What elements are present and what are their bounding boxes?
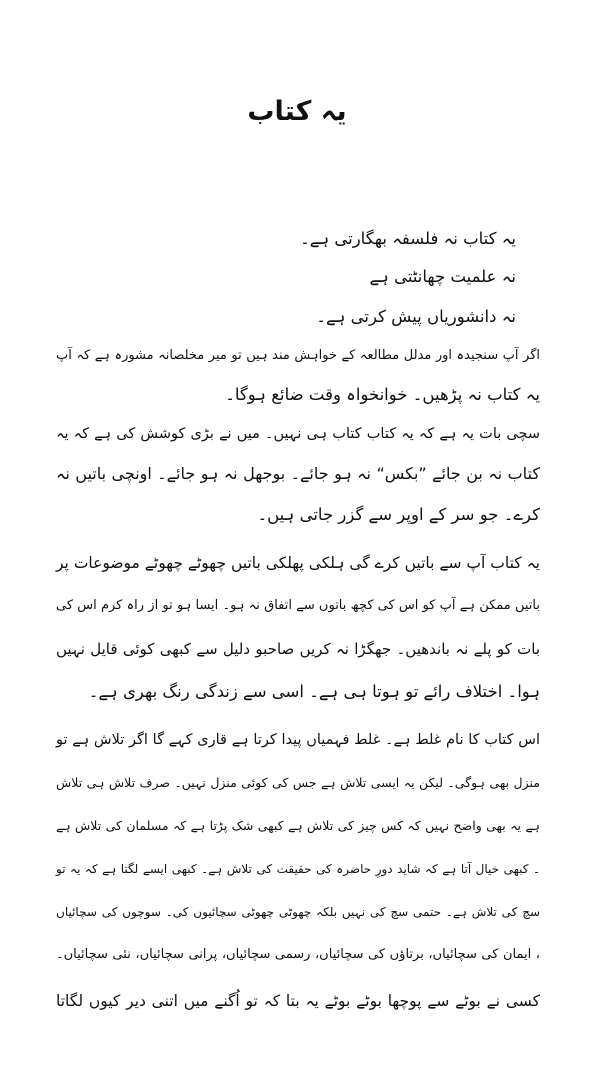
text-line: اس کتاب کا نام غلط ہے۔ غلط فہمیاں پیدا کرتا ہے قاری کہے گا اگر تلاش ہے تو: [56, 732, 540, 748]
text-line: نہ علمیت چھانٹتی ہے: [369, 267, 516, 286]
text-line: یہ کتاب نہ پڑھیں۔ خوانخواہ وقت ضائع ہوگا۔: [225, 385, 540, 404]
text-line: کتاب نہ بن جائے ”بکس“ نہ ہو جائے۔ بوجھل نہ ہو جائے۔ اونچی باتیں نہ: [56, 464, 540, 483]
text-line: ، ایمان کی سچائیاں، برتاؤں کی سچائیاں، رسمی سچائیاں، پرانی سچائیاں، نئی سچائیاں۔: [56, 947, 540, 962]
text-line: ہوا۔ اختلاف رائے تو ہوتا ہی ہے۔ اسی سے زندگی رنگ بھری ہے۔: [88, 682, 540, 701]
text-line: ہے یہ بھی واضح نہیں کہ کس چیز کی تلاش ہے کبھی شک پڑتا ہے کہ مسلمان کی تلاش ہے: [56, 818, 540, 833]
text-line: اگر آپ سنجیدہ اور مدلل مطالعہ کے خواہش مند ہیں تو میر مخلصانہ مشورہ ہے کہ آپ: [56, 348, 540, 363]
text-line: ۔ کبھی خیال آتا ہے کہ شاید دورِ حاضرہ کی حقیقت کی تلاش ہے۔ کبھی ایسے لگتا ہے کہ یہ تو: [56, 862, 540, 876]
text-line: یہ کتاب نہ فلسفہ بھگارتی ہے۔: [300, 229, 516, 248]
text-line: یہ کتاب آپ سے باتیں کرے گی ہلکی پھلکی باتیں چھوٹے چھوٹے موضوعات پر: [56, 554, 540, 572]
page-title: یہ کتاب: [247, 96, 347, 127]
text-line: سچ کی تلاش ہے۔ حتمی سچ کی نہیں بلکہ چھوٹی چھوٹی سچائیوں کی۔ سوچوں کی سچائیاں: [56, 905, 540, 919]
text-line: کرے۔ جو سر کے اوپر سے گزر جاتی ہیں۔: [257, 505, 540, 524]
text-line: بات کو پلے نہ باندھیں۔ جھگڑا نہ کریں صاحبو دلیل سے کبھی کوئی قایل نہیں: [56, 640, 540, 658]
text-line: نہ دانشوریاں پیش کرتی ہے۔: [316, 307, 516, 326]
text-line: منزل بھی ہوگی۔ لیکن یہ ایسی تلاش ہے جس کی کوئی منزل نہیں۔ صرف تلاش ہی تلاش: [56, 775, 540, 790]
text-line: کسی نے بوٹے سے پوچھا بوٹے بوٹے یہ بتا کہ تو اُگنے میں اتنی دیر کیوں لگاتا: [56, 992, 540, 1010]
text-line: سچی بات یہ ہے کہ یہ کتاب کتاب ہی نہیں۔ میں نے بڑی کوشش کی ہے کہ یہ: [56, 426, 540, 442]
text-line: باتیں ممکن ہے آپ کو اس کی کچھ باتوں سے اتفاق نہ ہو۔ ایسا ہو تو از راہ کرم اس کی: [56, 598, 540, 613]
